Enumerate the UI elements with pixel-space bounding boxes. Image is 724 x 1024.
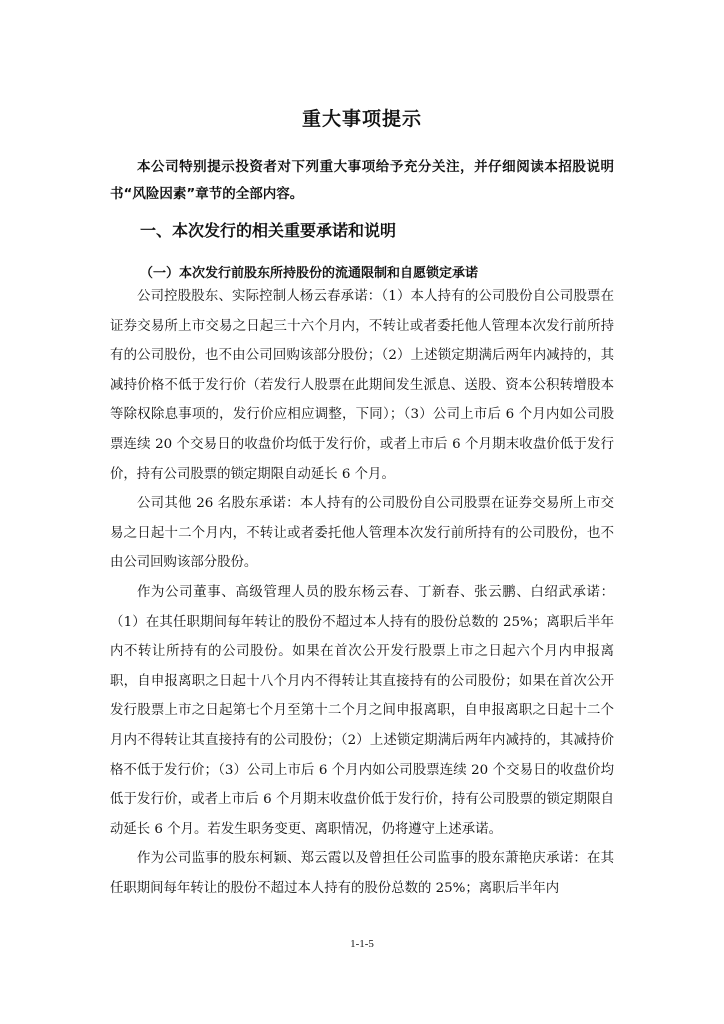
paragraph-directors-executives: 作为公司董事、高级管理人员的股东杨云春、丁新春、张云鹏、白绍武承诺：（1）在其任职期间每年转让的股份不超过本人持有的股份总数的 25%；离职后半年内不转让所持有的公司股份。如果在首次公开发行股票上市之日起六个月内申报离职，自申报离职之日起十八个月内不得转让其直接持有的公司股份；如果在首次公开发行股票上市之日起第七个月至第十二个月之间申报离职，自申报离职之日起十二个月内不得转让其直接持有的公司股份；（2）上述锁定期满后两年内减持的，其减持价格不低于发行价；（3）公司上市后 6 个月内如公司股票连续 20 个交易日的收盘价均低于发行价，或者上市后 6 个月期末收盘价低于发行价，持有公司股票的锁定期限自动延长 6 个月。若发生职务变更、离职情况，仍将遵守上述承诺。 bbox=[110, 584, 614, 837]
paragraph-other-shareholders: 公司其他 26 名股东承诺：本人持有的公司股份自公司股票在证券交易所上市交易之日起十二个月内，不转让或者委托他人管理本次发行前所持有的公司股份，也不由公司回购该部分股份。 bbox=[110, 496, 614, 571]
subsection-heading: （一）本次发行前股东所持股份的流通限制和自愿锁定承诺 bbox=[140, 266, 479, 281]
body-text bbox=[110, 282, 614, 903]
paragraph-supervisors: 作为公司监事的股东柯颖、郑云霞以及曾担任公司监事的股东萧艳庆承诺：在其任职期间每年转让的股份不超过本人持有的股份总数的 25%；离职后半年内 bbox=[110, 851, 614, 896]
paragraph-controlling-shareholder: 公司控股股东、实际控制人杨云春承诺：（1）本人持有的公司股份自公司股票在证券交易所上市交易之日起三十六个月内，不转让或者委托他人管理本次发行前所持有的公司股份，也不由公司回购该部分股份；（2）上述锁定期满后两年内减持的，其减持价格不低于发行价（若发行人股票在此期间发生派息、送股、资本公积转增股本等除权除息事项的，发行价应相应调整，下同）；（3）公司上市后 6 个月内如公司股票连续 20 个交易日的收盘价均低于发行价，或者上市后 6 个月期末收盘价低于发行价，持有公司股票的锁定期限自动延长 6 个月。 bbox=[110, 289, 614, 482]
page-number: 1-1-5 bbox=[350, 938, 374, 950]
section-heading: 一、本次发行的相关重要承诺和说明 bbox=[140, 221, 397, 240]
page-title: 重大事项提示 bbox=[301, 108, 422, 130]
intro-paragraph: 本公司特别提示投资者对下列重大事项给予充分关注，并仔细阅读本招股说明书“风险因素”章节的全部内容。 bbox=[110, 159, 614, 202]
